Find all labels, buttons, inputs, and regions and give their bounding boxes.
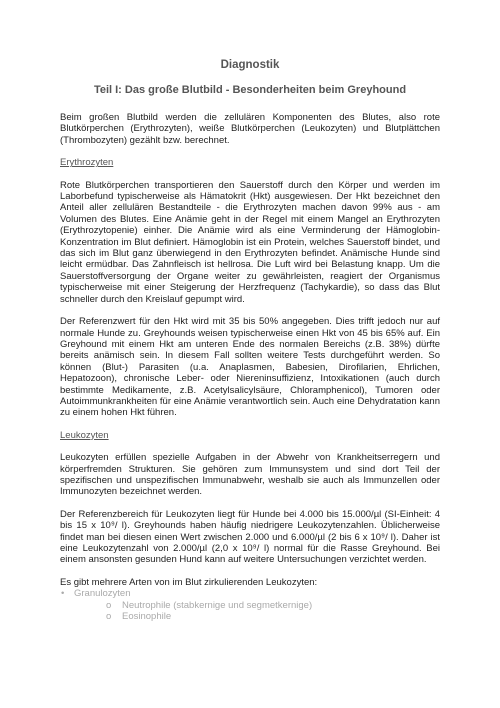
sub-list-item-label: Eosinophile <box>122 611 172 623</box>
leukozyten-types-list <box>60 588 440 622</box>
sub-list-item <box>106 611 440 622</box>
document-title: Diagnostik <box>220 59 280 71</box>
leukozyten-paragraph-2: Der Referenzbereich für Leukozyten liegt für Hunde bei 4.000 bis 15.000/µl (SI-Einheit: 4 bis 15 x 10⁹/ l). Greyhounds haben häufig niedrigere Leukozytenzahlen. Üblicherweise findet man bei diesen einen Wert zwischen 2.000 und 6.000/µl (2 bis 6 x 10⁹/ l). Daher ist eine Leukozytenzahl von 2.000/µl (2,0 x 10⁹/ l) normal für die Rasse Greyhound. Bei einem ansonsten gesunden Hund kann auf weitere Untersuchungen verzichtet werden. <box>60 508 440 566</box>
intro-paragraph: Beim großen Blutbild werden die zellulären Komponenten des Blutes, also rote Blutkörperchen (Erythrozyten), weiße Blutkörperchen (Leukozyten) und Blutplättchen (Thrombozyten) gezählt bzw. berechnet. <box>60 112 440 146</box>
erythrozyten-paragraph-1: Rote Blutkörperchen transportieren den Sauerstoff durch den Körper und werden im Laborbefund typischerweise als Hämatokrit (Hkt) ausgewiesen. Der Hkt bezeichnet den Anteil aller zellulären Bestandteile - die Erythrozyten machen davon 99% aus - am Volumen des Blutes. Eine Anämie geht in der Regel mit einem Mangel an Erythrozyten (Erythrozytopenie) einher. Die Anämie wird als eine Verminderung der Hämoglobin-Konzentration im Blut definiert. Hämoglobin ist ein Protein, welches Sauerstoff bindet, und das sich im Blut ganz überwiegend in den Erythrozyten befindet. Anämische Hunde sind leicht ermüdbar. Das Zahnfleisch ist hellrosa. Die Luft wird bei Belastung knapp. Um die Sauerstoffversorgung der Organe weiter zu gewährleisten, reagiert der Organismus typischerweise mit einer Steigerung der Herzfrequenz (Tachykardie), so dass das Blut schneller durch den Kreislauf gepumpt wird. <box>60 179 440 305</box>
circle-bullet-icon: o <box>106 599 112 611</box>
section-heading-erythrozyten: Erythrozyten <box>60 157 114 169</box>
erythrozyten-paragraph-2: Der Referenzwert für den Hkt wird mit 35 bis 50% angegeben. Dies trifft jedoch nur auf normale Hunde zu. Greyhounds weisen typischerweise einen Hkt von 45 bis 65% auf. Ein Greyhound mit einem Hkt am unteren Ende des normalen Bereichs (z.B. 38%) dürfte bereits anämisch sein. In diesem Fall sollten weitere Tests durchgeführt werden. So können (Blut-) Parasiten (u.a. Anaplasmen, Babesien, Dirofilarien, Ehrlichen, Hepatozoon), chronische Leber- oder Niereninsuffizienz, Intoxikationen (auch durch bestimmte Medikamente, z.B. Acetylsalicylsäure, Chloramphenicol), Tumoren oder Autoimmunkrankheiten für eine Anämie verantwortlich sein. Auch eine Dehydratation kann zu einem hohen Hkt führen. <box>60 316 440 419</box>
list-item-label: Granulozyten <box>74 588 131 600</box>
sub-list-item-label: Neutrophile (stabkernige und segmetkernige) <box>122 599 313 611</box>
bullet-icon: • <box>61 588 65 600</box>
sub-list-item <box>106 600 440 611</box>
document-subtitle: Teil I: Das große Blutbild - Besonderheiten beim Greyhound <box>93 84 407 96</box>
leukozyten-paragraph-3: Es gibt mehrere Arten von im Blut zirkulierenden Leukozyten: <box>60 576 318 588</box>
circle-bullet-icon: o <box>106 611 112 623</box>
section-heading-leukozyten: Leukozyten <box>60 429 109 441</box>
list-item <box>60 588 440 622</box>
sub-list <box>74 600 440 623</box>
leukozyten-paragraph-1: Leukozyten erfüllen spezielle Aufgaben in der Abwehr von Krankheitserregern und körperfremden Strukturen. Sie gehören zum Immunsystem und sind dort Teil der spezifischen und unspezifischen Immunabwehr, weshalb sie auch als Immunzellen oder Immunozyten bezeichnet werden. <box>60 452 440 498</box>
